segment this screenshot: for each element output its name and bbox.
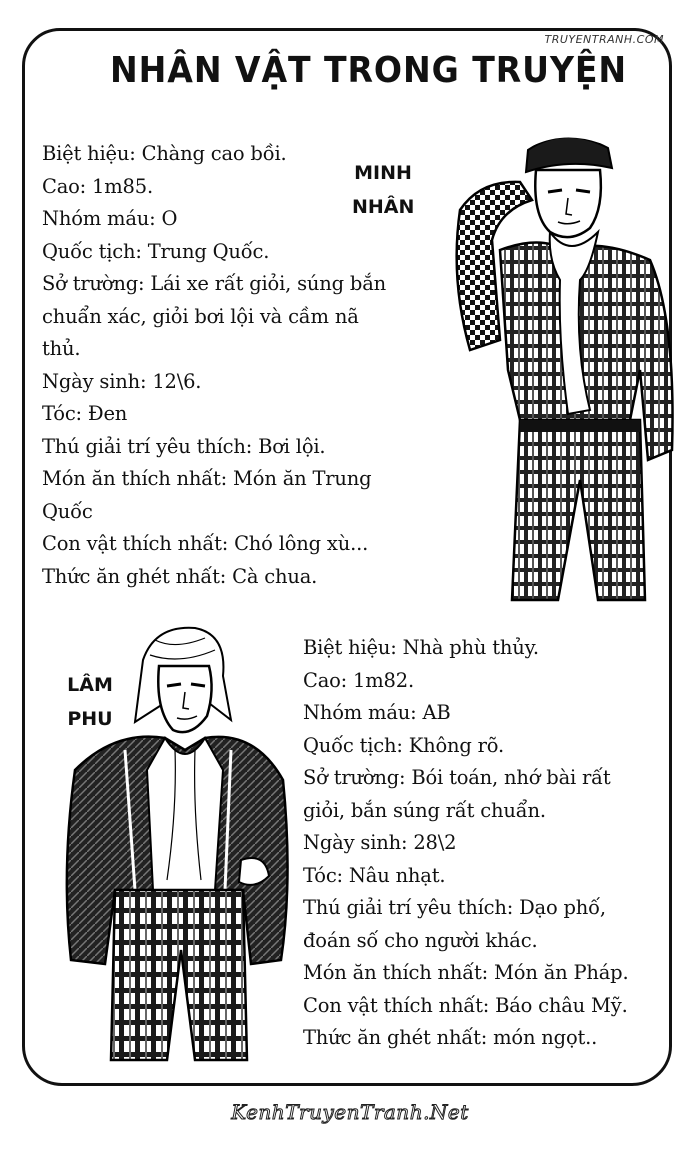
character-name-line: LÂM <box>67 674 113 696</box>
character-name-line: MINH <box>354 162 412 184</box>
info-line: Món ăn thích nhất: Món ăn Pháp. <box>303 961 629 984</box>
info-line: Ngày sinh: 12\6. <box>42 369 202 393</box>
page-title: NHÂN VẬT TRONG TRUYỆN <box>110 50 628 91</box>
info-line: Con vật thích nhất: Báo châu Mỹ. <box>303 993 628 1017</box>
info-line: đoán số cho người khác. <box>303 928 538 952</box>
character-1-illustration <box>440 120 680 610</box>
character-name-line: PHU <box>67 708 113 730</box>
character-1-name <box>352 156 414 224</box>
info-line: Thức ăn ghét nhất: Cà chua. <box>42 564 318 588</box>
info-line: Nhóm máu: O <box>42 207 178 230</box>
info-line: Quốc <box>42 499 93 523</box>
info-line: Ngày sinh: 28\2 <box>303 831 457 854</box>
top-watermark: TRUYENTRANH.COM <box>544 33 664 46</box>
info-line: Thức ăn ghét nhất: món ngọt.. <box>303 1026 598 1049</box>
info-line: Biệt hiệu: Chàng cao bồi. <box>42 142 287 165</box>
info-line: Thú giải trí yêu thích: Bơi lội. <box>42 434 326 458</box>
info-line: Sở trường: Lái xe rất giỏi, súng bắn <box>42 272 386 295</box>
info-line: chuẩn xác, giỏi bơi lội và cầm nã <box>42 304 359 328</box>
character-2-illustration <box>55 620 295 1070</box>
info-line: Quốc tịch: Trung Quốc. <box>42 239 270 263</box>
info-line: Món ăn thích nhất: Món ăn Trung <box>42 467 372 490</box>
info-line: Tóc: Đen <box>42 402 128 425</box>
info-line: giỏi, bắn súng rất chuẩn. <box>303 798 546 822</box>
footer-watermark: KenhTruyenTranh.Net <box>231 1100 469 1124</box>
info-line: thủ. <box>42 337 81 360</box>
info-line: Cao: 1m82. <box>303 668 414 692</box>
info-line: Tóc: Nâu nhạt. <box>303 863 446 887</box>
info-line: Nhóm máu: AB <box>303 701 451 724</box>
info-line: Con vật thích nhất: Chó lông xù... <box>42 532 369 555</box>
character-name-line: NHÂN <box>352 196 415 218</box>
info-line: Sở trường: Bói toán, nhớ bài rất <box>303 766 611 789</box>
info-line: Quốc tịch: Không rõ. <box>303 733 504 757</box>
info-line: Cao: 1m85. <box>42 174 153 198</box>
info-line: Biệt hiệu: Nhà phù thủy. <box>303 636 539 659</box>
character-2-info <box>303 632 673 1055</box>
info-line: Thú giải trí yêu thích: Dạo phố, <box>303 896 606 919</box>
